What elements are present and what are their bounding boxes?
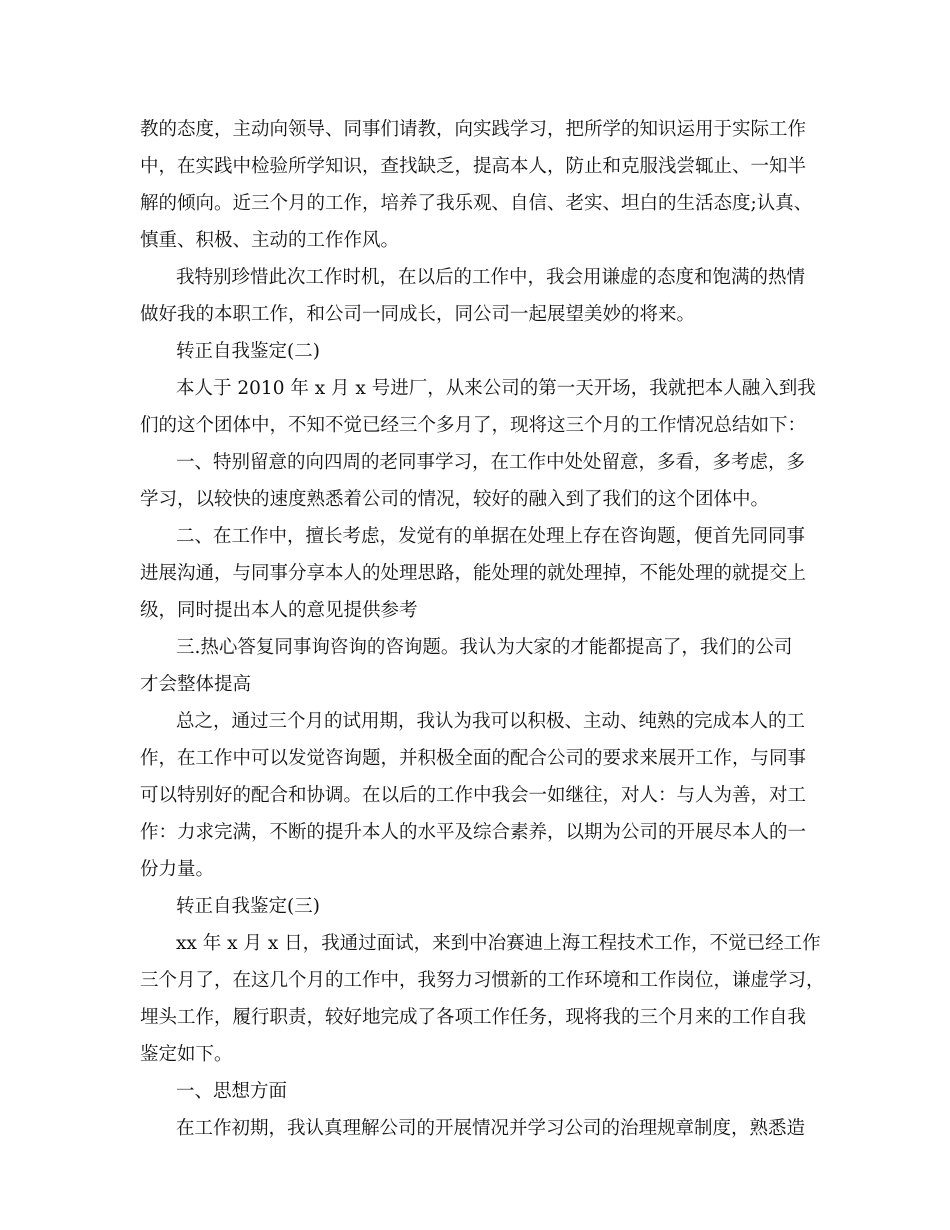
text-line: 们的这个团体中，不知不觉已经三个多月了，现将这三个月的工作情况总结如下： [140,415,807,436]
section-heading: 转正自我鉴定(二) [176,341,320,362]
text-line: 解的倾向。近三个月的工作，培养了我乐观、自信、老实、坦白的生活态度;认真、 [140,193,813,214]
text-line: 三个月了，在这几个月的工作中，我努力习惯新的工作环境和工作岗位，谦虚学习， [140,970,825,991]
text-line: 二、在工作中，擅长考虑，发觉有的单据在处理上存在咨询题，便首先同同事 [176,526,806,547]
text-line: 中，在实践中检验所学知识，查找缺乏，提高本人，防止和克服浅尝辄止、一知半 [140,156,807,177]
text-line: 鉴定如下。 [140,1044,233,1065]
text-line: 级，同时提出本人的意见提供参考 [140,600,418,621]
subsection-heading: 一、思想方面 [176,1081,288,1102]
text-line: 教的态度，主动向领导、同事们请教，向实践学习，把所学的知识运用于实际工作 [140,119,807,140]
section-heading: 转正自我鉴定(三) [176,896,320,917]
text-line: 份力量。 [140,859,215,880]
text-line: 在工作初期，我认真理解公司的开展情况并学习公司的治理规章制度，熟悉造 [176,1118,806,1139]
text-line: 总之，通过三个月的试用期，我认为我可以积极、主动、纯熟的完成本人的工 [176,711,806,732]
text-line: 做好我的本职工作，和公司一同成长，同公司一起展望美妙的将来。 [140,304,696,325]
text-line: 埋头工作，履行职责，较好地完成了各项工作任务，现将我的三个月来的工作自我 [140,1007,807,1028]
text-line: 才会整体提高 [140,674,252,695]
text-line: 我特别珍惜此次工作时机，在以后的工作中，我会用谦虚的态度和饱满的热情 [176,267,806,288]
text-line: 作：力求完满，不断的提升本人的水平及综合素养，以期为公司的开展尽本人的一 [140,822,807,843]
text-line: 进展沟通，与同事分享本人的处理思路，能处理的就处理掉，不能处理的就提交上 [140,563,807,584]
text-line: 作，在工作中可以发觉咨询题，并积极全面的配合公司的要求来展开工作，与同事 [140,748,807,769]
text-line: 慎重、积极、主动的工作作风。 [140,230,400,251]
text-line: xx 年 x 月 x 日，我通过面试，来到中冶赛迪上海工程技术工作，不觉已经工作 [176,933,821,954]
text-line: 可以特别好的配合和协调。在以后的工作中我会一如继往，对人：与人为善，对工 [140,785,807,806]
text-line: 三.热心答复同事询咨询的咨询题。我认为大家的才能都提高了，我们的公司 [176,637,793,658]
text-line: 本人于 2010 年 x 月 x 号进厂，从来公司的第一天开场，我就把本人融入到我 [176,378,816,399]
text-line: 学习，以较快的速度熟悉着公司的情况，较好的融入到了我们的这个团体中。 [140,489,770,510]
text-line: 一、特别留意的向四周的老同事学习，在工作中处处留意，多看，多考虑，多 [176,452,806,473]
